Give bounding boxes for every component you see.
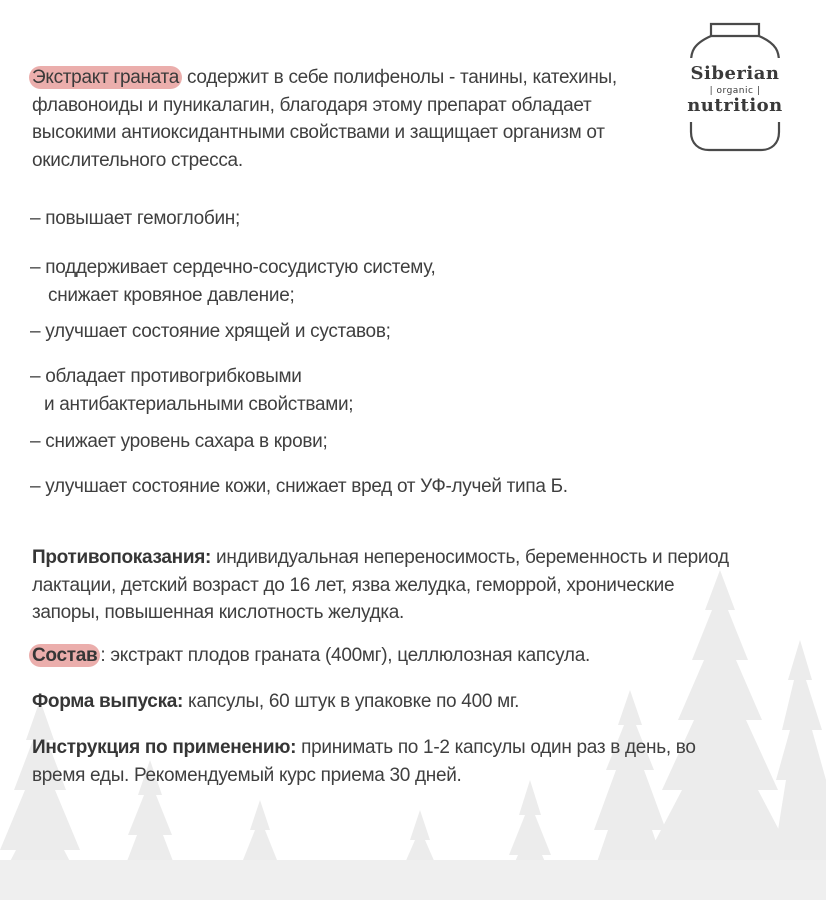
brand-name-line2: | organic |: [709, 86, 761, 96]
benefit-line-continued: снижает кровяное давление;: [48, 284, 295, 306]
brand-name-line3: nutrition: [687, 95, 783, 116]
intro-paragraph: [32, 64, 652, 174]
contraindications-text: индивидуальная непереносимость, беременность и период лактации, детский возраст до 16 лет, язва желудка, геморрой, хронические запоры, повышенная кислотность желудка.: [32, 547, 729, 623]
benefit-line: – повышает гемоглобин;: [30, 208, 240, 229]
instructions-paragraph: [32, 734, 732, 789]
brand-name-line1: Siberian: [690, 63, 780, 84]
benefit-line: – обладает противогрибковыми: [30, 366, 302, 387]
brand-logo: [683, 22, 787, 152]
benefit-item: [30, 318, 710, 346]
benefit-item: [30, 473, 710, 501]
composition-text: : экстракт плодов граната (400мг), целлюлозная капсула.: [100, 645, 590, 666]
composition-label: Состав: [29, 644, 100, 667]
benefit-item: [30, 254, 710, 309]
instructions-label: Инструкция по применению:: [32, 737, 297, 758]
contraindications-label: Противопоказания:: [32, 547, 212, 568]
benefit-line: – поддерживает сердечно-сосудистую систему,: [30, 257, 436, 278]
intro-text: содержит в себе полифенолы - танины, катехины, флавоноиды и пуникалагин, благодаря этому препарат обладает высокими антиоксидантными свойствами и защищает организм от окислительного стресса.: [32, 67, 617, 171]
instructions-text: принимать по 1-2 капсулы один раз в день, во время еды. Рекомендуемый курс приема 30 дней.: [32, 737, 696, 786]
release-form-paragraph: [32, 688, 732, 716]
benefit-line-continued: и антибактериальными свойствами;: [44, 393, 354, 415]
benefit-item: [30, 363, 710, 418]
intro-highlight: Экстракт граната: [29, 66, 182, 89]
benefit-item: [30, 205, 710, 233]
benefit-line: – улучшает состояние кожи, снижает вред от УФ-лучей типа Б.: [30, 476, 568, 497]
benefit-line: – улучшает состояние хрящей и суставов;: [30, 321, 391, 342]
contraindications-paragraph: [32, 544, 732, 627]
benefit-item: [30, 428, 710, 456]
release-form-label: Форма выпуска:: [32, 691, 184, 712]
release-form-text: капсулы, 60 штук в упаковке по 400 мг.: [183, 691, 520, 712]
benefit-line: – снижает уровень сахара в крови;: [30, 431, 328, 452]
composition-paragraph: [32, 642, 732, 670]
